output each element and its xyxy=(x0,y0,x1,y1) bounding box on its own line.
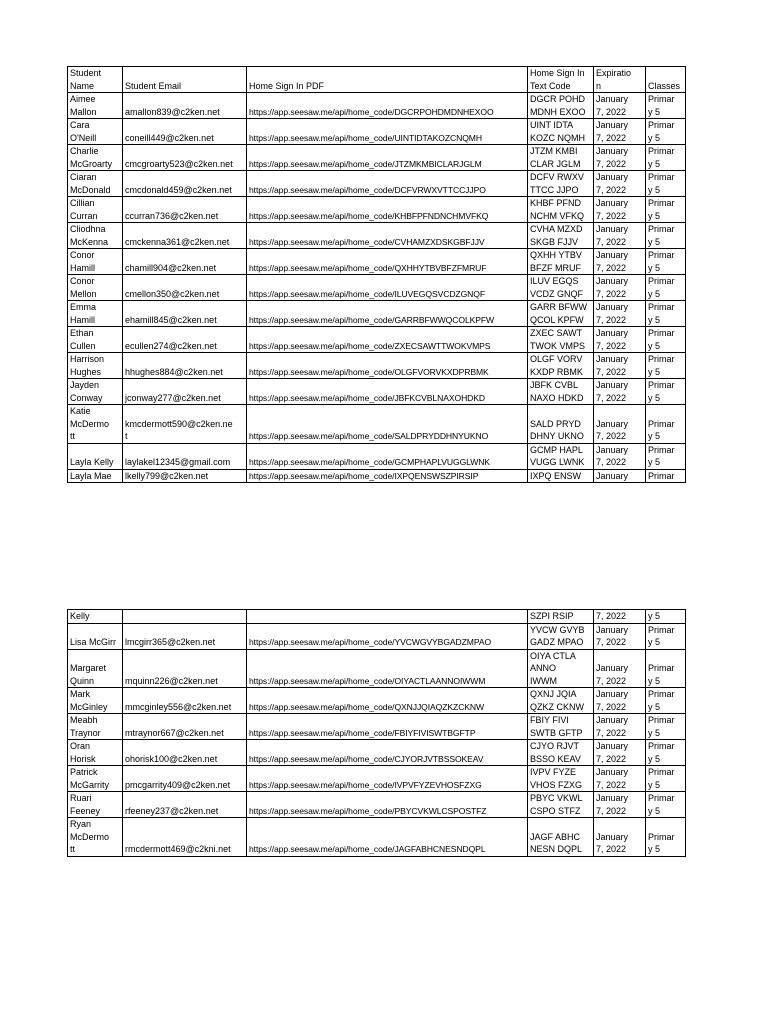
text-code-cell: JBFK CVBL NAXO HDKD xyxy=(528,379,594,405)
student-email-cell: jconway277@c2ken.net xyxy=(123,379,247,405)
expiration-cell: January 7, 2022 xyxy=(594,714,646,740)
text-code-cell: QXHH YTBV BFZF MRUF xyxy=(528,249,594,275)
home-sign-in-pdf-cell: https://app.seesaw.me/api/home_code/IVPVFYZEVHOSFZXG xyxy=(247,766,528,792)
student-name-cell: Jayden Conway xyxy=(68,379,123,405)
expiration-cell: January 7, 2022 xyxy=(594,688,646,714)
expiration-cell: January 7, 2022 xyxy=(594,405,646,444)
student-email-cell: mquinn226@c2ken.net xyxy=(123,649,247,688)
table-row xyxy=(68,379,686,405)
home-sign-in-pdf-cell: https://app.seesaw.me/api/home_code/IXPQENSWSZPIRSIP xyxy=(247,469,528,483)
classes-cell: Primar y 5 xyxy=(646,249,686,275)
student-name-cell: Aimee Mallon xyxy=(68,93,123,119)
text-code-cell: GARR BFWW QCOL KPFW xyxy=(528,301,594,327)
text-code-cell: UINT IDTA KOZC NQMH xyxy=(528,119,594,145)
expiration-cell: January 7, 2022 xyxy=(594,818,646,857)
student-name-cell: Oran Horisk xyxy=(68,740,123,766)
expiration-cell: January 7, 2022 xyxy=(594,119,646,145)
home-sign-in-pdf-cell xyxy=(247,610,528,624)
student-name-cell: Layla Kelly xyxy=(68,443,123,469)
expiration-cell: January 7, 2022 xyxy=(594,740,646,766)
student-email-cell: mtraynor667@c2ken.net xyxy=(123,714,247,740)
text-code-cell: OIYA CTLA ANNO IWWM xyxy=(528,649,594,688)
student-codes-table-page-1 xyxy=(67,66,686,483)
classes-cell: Primar y 5 xyxy=(646,119,686,145)
expiration-cell: January 7, 2022 xyxy=(594,766,646,792)
student-name-cell: Kelly xyxy=(68,610,123,624)
home-sign-in-pdf-cell: https://app.seesaw.me/api/home_code/DGCRPOHDMDNHEXOO xyxy=(247,93,528,119)
student-email-cell: kmcdermott590@c2ken.ne t xyxy=(123,405,247,444)
text-code-cell: CJYO RJVT BSSO KEAV xyxy=(528,740,594,766)
home-sign-in-pdf-cell: https://app.seesaw.me/api/home_code/KHBFPFNDNCHMVFKQ xyxy=(247,197,528,223)
home-sign-in-pdf-cell: https://app.seesaw.me/api/home_code/SALDPRYDDHNYUKNO xyxy=(247,405,528,444)
classes-cell: Primar y 5 xyxy=(646,353,686,379)
text-code-cell: IXPQ ENSW xyxy=(528,469,594,483)
table-row xyxy=(68,649,686,688)
classes-cell: Primar y 5 xyxy=(646,93,686,119)
student-name-cell: Charlie McGroarty xyxy=(68,145,123,171)
student-name-cell: Margaret Quinn xyxy=(68,649,123,688)
table-row xyxy=(68,792,686,818)
text-code-cell: SZPI RSIP xyxy=(528,610,594,624)
table-row xyxy=(68,405,686,444)
student-name-cell: Katie McDermo tt xyxy=(68,405,123,444)
text-code-cell: ZXEC SAWT TWOK VMPS xyxy=(528,327,594,353)
student-name-cell: Conor Mellon xyxy=(68,275,123,301)
text-code-cell: PBYC VKWL CSPO STFZ xyxy=(528,792,594,818)
home-sign-in-pdf-cell: https://app.seesaw.me/api/home_code/OLGFVORVKXDPRBMK xyxy=(247,353,528,379)
text-code-cell: JTZM KMBI CLAR JGLM xyxy=(528,145,594,171)
student-email-cell: mmcginley556@c2ken.net xyxy=(123,688,247,714)
student-name-cell: Layla Mae xyxy=(68,469,123,483)
text-code-cell: DCFV RWXV TTCC JJPO xyxy=(528,171,594,197)
home-sign-in-pdf-cell: https://app.seesaw.me/api/home_code/ILUVEGQSVCDZGNQF xyxy=(247,275,528,301)
classes-cell: Primar y 5 xyxy=(646,145,686,171)
student-email-cell: hhughes884@c2ken.net xyxy=(123,353,247,379)
expiration-cell: January 7, 2022 xyxy=(594,327,646,353)
classes-cell: Primar y 5 xyxy=(646,379,686,405)
classes-cell: Primar y 5 xyxy=(646,766,686,792)
student-email-cell: laylakel12345@gmail.com xyxy=(123,443,247,469)
student-email-cell: cmcdonald459@c2ken.net xyxy=(123,171,247,197)
expiration-cell: January 7, 2022 xyxy=(594,379,646,405)
student-name-cell: Meabh Traynor xyxy=(68,714,123,740)
expiration-cell: January 7, 2022 xyxy=(594,792,646,818)
expiration-cell: 7, 2022 xyxy=(594,610,646,624)
home-sign-in-pdf-cell: https://app.seesaw.me/api/home_code/CVHAMZXDSKGBFJJV xyxy=(247,223,528,249)
classes-cell: Primar y 5 xyxy=(646,792,686,818)
student-email-cell: cmckenna361@c2ken.net xyxy=(123,223,247,249)
text-code-cell: YVCW GVYB GADZ MPAO xyxy=(528,623,594,649)
home-sign-in-pdf-cell: https://app.seesaw.me/api/home_code/QXNJJQIAQZKZCKNW xyxy=(247,688,528,714)
table-row xyxy=(68,223,686,249)
student-name-cell: Ciaran McDonald xyxy=(68,171,123,197)
home-sign-in-pdf-cell: https://app.seesaw.me/api/home_code/GCMPHAPLVUGGLWNK xyxy=(247,443,528,469)
classes-cell: Primar xyxy=(646,469,686,483)
classes-cell: Primar y 5 xyxy=(646,688,686,714)
expiration-cell: January 7, 2022 xyxy=(594,353,646,379)
classes-cell: Primar y 5 xyxy=(646,223,686,249)
classes-cell: Primar y 5 xyxy=(646,301,686,327)
classes-cell: y 5 xyxy=(646,610,686,624)
table-row xyxy=(68,740,686,766)
text-code-cell: KHBF PFND NCHM VFKQ xyxy=(528,197,594,223)
classes-cell: Primar y 5 xyxy=(646,623,686,649)
classes-cell: Primar y 5 xyxy=(646,197,686,223)
classes-cell: Primar y 5 xyxy=(646,275,686,301)
column-header: Student Name xyxy=(68,67,123,93)
student-name-cell: Ryan McDermo tt xyxy=(68,818,123,857)
student-name-cell: Conor Hamill xyxy=(68,249,123,275)
text-code-cell: OLGF VORV KXDP RBMK xyxy=(528,353,594,379)
classes-cell: Primar y 5 xyxy=(646,171,686,197)
student-name-cell: Patrick McGarrity xyxy=(68,766,123,792)
student-name-cell: Cillian Curran xyxy=(68,197,123,223)
column-header: Expiratio n xyxy=(594,67,646,93)
student-email-cell: lmcgirr365@c2ken.net xyxy=(123,623,247,649)
text-code-cell: DGCR POHD MDNH EXOO xyxy=(528,93,594,119)
expiration-cell: January 7, 2022 xyxy=(594,443,646,469)
text-code-cell: IVPV FYZE VHOS FZXG xyxy=(528,766,594,792)
student-email-cell: cmcgroarty523@c2ken.net xyxy=(123,145,247,171)
table-row xyxy=(68,688,686,714)
expiration-cell: January 7, 2022 xyxy=(594,301,646,327)
text-code-cell: JAGF ABHC NESN DQPL xyxy=(528,818,594,857)
text-code-cell: FBIY FIVI SWTB GFTP xyxy=(528,714,594,740)
home-sign-in-pdf-cell: https://app.seesaw.me/api/home_code/CJYORJVTBSSOKEAV xyxy=(247,740,528,766)
column-header: Student Email xyxy=(123,67,247,93)
home-sign-in-pdf-cell: https://app.seesaw.me/api/home_code/YVCWGVYBGADZMPAO xyxy=(247,623,528,649)
classes-cell: Primar y 5 xyxy=(646,818,686,857)
column-header: Classes xyxy=(646,67,686,93)
classes-cell: Primar y 5 xyxy=(646,405,686,444)
home-sign-in-pdf-cell: https://app.seesaw.me/api/home_code/JTZMKMBICLARJGLM xyxy=(247,145,528,171)
student-email-cell: amallon839@c2ken.net xyxy=(123,93,247,119)
column-header: Home Sign In Text Code xyxy=(528,67,594,93)
expiration-cell: January 7, 2022 xyxy=(594,197,646,223)
expiration-cell: January 7, 2022 xyxy=(594,145,646,171)
student-name-cell: Lisa McGirr xyxy=(68,623,123,649)
home-sign-in-pdf-cell: https://app.seesaw.me/api/home_code/UINTIDTAKOZCNQMH xyxy=(247,119,528,145)
expiration-cell: January 7, 2022 xyxy=(594,223,646,249)
home-sign-in-pdf-cell: https://app.seesaw.me/api/home_code/GARRBFWWQCOLKPFW xyxy=(247,301,528,327)
expiration-cell: January 7, 2022 xyxy=(594,623,646,649)
student-email-cell: ohorisk100@c2ken.net xyxy=(123,740,247,766)
table-row xyxy=(68,443,686,469)
student-email-cell: chamill904@c2ken.net xyxy=(123,249,247,275)
table-row xyxy=(68,275,686,301)
home-sign-in-pdf-cell: https://app.seesaw.me/api/home_code/JBFKCVBLNAXOHDKD xyxy=(247,379,528,405)
table-row xyxy=(68,327,686,353)
student-name-cell: Harrison Hughes xyxy=(68,353,123,379)
student-name-cell: Ethan Cullen xyxy=(68,327,123,353)
student-email-cell: ccurran736@c2ken.net xyxy=(123,197,247,223)
table-row xyxy=(68,93,686,119)
table-row xyxy=(68,145,686,171)
table-row xyxy=(68,249,686,275)
student-codes-table-page-2 xyxy=(67,609,686,857)
student-email-cell: ehamill845@c2ken.net xyxy=(123,301,247,327)
classes-cell: Primar y 5 xyxy=(646,327,686,353)
column-header: Home Sign In PDF xyxy=(247,67,528,93)
student-name-cell: Cliodhna McKenna xyxy=(68,223,123,249)
home-sign-in-pdf-cell: https://app.seesaw.me/api/home_code/QXHHYTBVBFZFMRUF xyxy=(247,249,528,275)
table-row xyxy=(68,171,686,197)
student-email-cell: cmellon350@c2ken.net xyxy=(123,275,247,301)
table-row xyxy=(68,766,686,792)
expiration-cell: January 7, 2022 xyxy=(594,249,646,275)
student-name-cell: Mark McGinley xyxy=(68,688,123,714)
classes-cell: Primar y 5 xyxy=(646,740,686,766)
table-row xyxy=(68,623,686,649)
text-code-cell: CVHA MZXD SKGB FJJV xyxy=(528,223,594,249)
table-row xyxy=(68,353,686,379)
student-name-cell: Ruari Feeney xyxy=(68,792,123,818)
expiration-cell: January 7, 2022 xyxy=(594,275,646,301)
student-email-cell: rfeeney237@c2ken.net xyxy=(123,792,247,818)
home-sign-in-pdf-cell: https://app.seesaw.me/api/home_code/ZXECSAWTTWOKVMPS xyxy=(247,327,528,353)
home-sign-in-pdf-cell: https://app.seesaw.me/api/home_code/DCFVRWXVTTCCJJPO xyxy=(247,171,528,197)
expiration-cell: January xyxy=(594,469,646,483)
table-row xyxy=(68,119,686,145)
classes-cell: Primar y 5 xyxy=(646,714,686,740)
text-code-cell: QXNJ JQIA QZKZ CKNW xyxy=(528,688,594,714)
table-row xyxy=(68,301,686,327)
student-email-cell: lkelly799@c2ken.net xyxy=(123,469,247,483)
expiration-cell: January 7, 2022 xyxy=(594,93,646,119)
text-code-cell: GCMP HAPL VUGG LWNK xyxy=(528,443,594,469)
table-row xyxy=(68,197,686,223)
header-row xyxy=(68,67,686,93)
student-email-cell: coneill449@c2ken.net xyxy=(123,119,247,145)
home-sign-in-pdf-cell: https://app.seesaw.me/api/home_code/FBIYFIVISWTBGFTP xyxy=(247,714,528,740)
table-row xyxy=(68,469,686,483)
student-email-cell: pmcgarrity409@c2ken.net xyxy=(123,766,247,792)
expiration-cell: January 7, 2022 xyxy=(594,649,646,688)
table-row xyxy=(68,818,686,857)
student-name-cell: Cara O'Neill xyxy=(68,119,123,145)
home-sign-in-pdf-cell: https://app.seesaw.me/api/home_code/OIYACTLAANNOIWWM xyxy=(247,649,528,688)
classes-cell: Primar y 5 xyxy=(646,443,686,469)
student-email-cell: rmcdermott469@c2kni.net xyxy=(123,818,247,857)
classes-cell: Primar y 5 xyxy=(646,649,686,688)
table-row xyxy=(68,610,686,624)
text-code-cell: ILUV EGQS VCDZ GNQF xyxy=(528,275,594,301)
student-name-cell: Emma Hamill xyxy=(68,301,123,327)
expiration-cell: January 7, 2022 xyxy=(594,171,646,197)
home-sign-in-pdf-cell: https://app.seesaw.me/api/home_code/PBYCVKWLCSPOSTFZ xyxy=(247,792,528,818)
table-row xyxy=(68,714,686,740)
student-email-cell xyxy=(123,610,247,624)
text-code-cell: SALD PRYD DHNY UKNO xyxy=(528,405,594,444)
student-email-cell: ecullen274@c2ken.net xyxy=(123,327,247,353)
home-sign-in-pdf-cell: https://app.seesaw.me/api/home_code/JAGFABHCNESNDQPL xyxy=(247,818,528,857)
